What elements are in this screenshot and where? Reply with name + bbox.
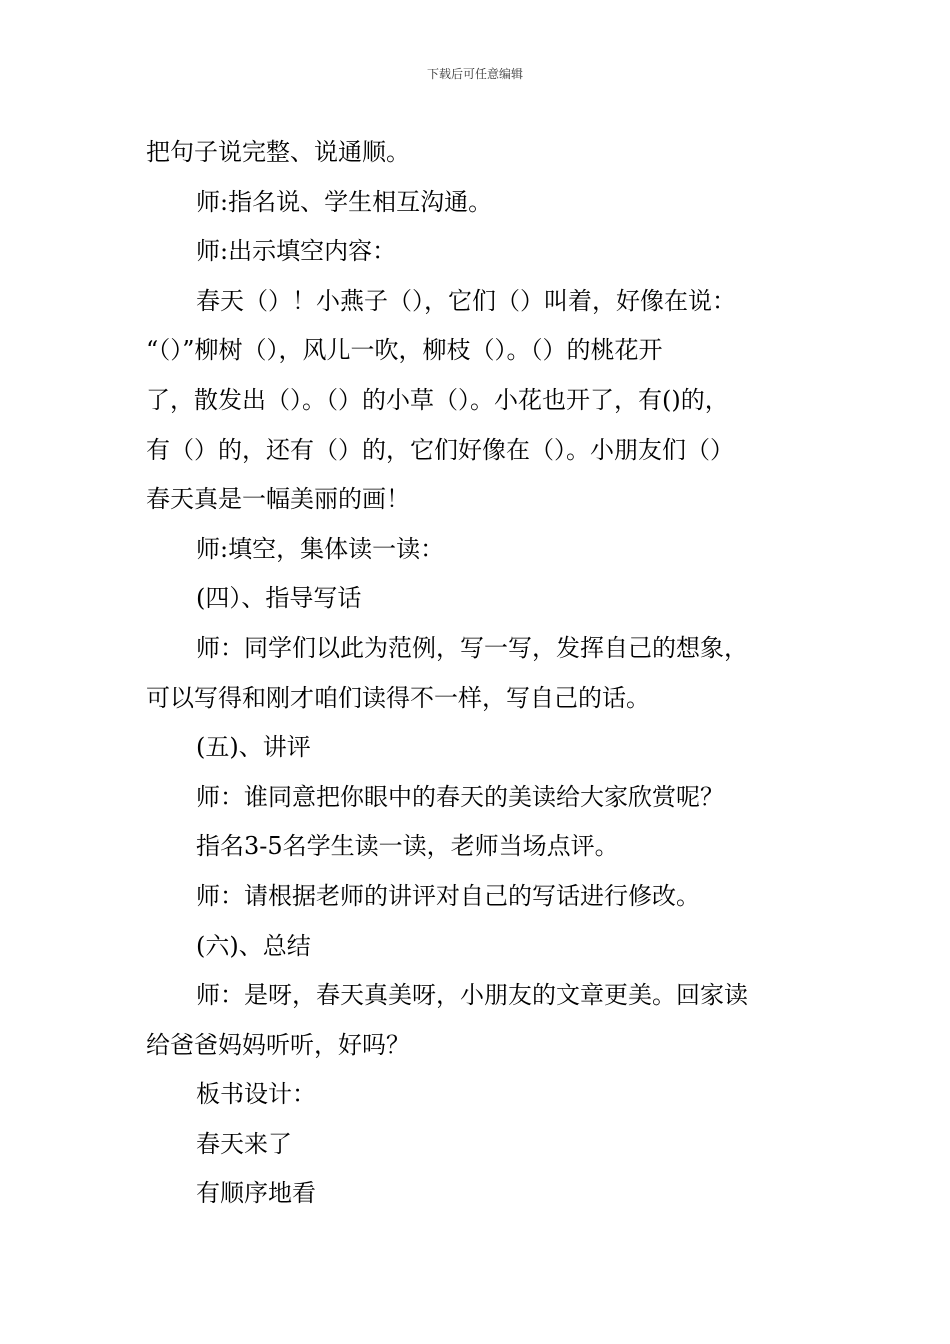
paragraph-line: 春天真是一幅美丽的画！ bbox=[146, 485, 410, 514]
paragraph-line: 有（）的，还有（）的，它们好像在（）。小朋友们（） bbox=[146, 435, 734, 464]
paragraph-line: 可以写得和刚才咱们读得不一样，写自己的话。 bbox=[146, 683, 650, 712]
paragraph-line: (四）、指导写话 bbox=[196, 584, 362, 613]
paragraph-line: (六)、总结 bbox=[196, 931, 311, 960]
paragraph-line: 给爸爸妈妈听听，好吗？ bbox=[146, 1030, 410, 1059]
paragraph-line: 了，散发出（）。（）的小草（）。小花也开了，有()的， bbox=[146, 385, 729, 414]
paragraph-line: (五)、讲评 bbox=[196, 733, 311, 762]
paragraph-line: 把句子说完整、说通顺。 bbox=[146, 138, 410, 166]
paragraph-line: 春天（）！小燕子（），它们（）叫着，好像在说： bbox=[196, 286, 736, 315]
paragraph-line: 指名3-5名学生读一读，老师当场点评。 bbox=[196, 832, 619, 861]
page-header: 下载后可任意编辑 bbox=[426, 67, 523, 81]
paragraph-line: 板书设计： bbox=[196, 1080, 316, 1109]
paragraph-line: 有顺序地看 bbox=[196, 1179, 316, 1208]
paragraph-line: 师：是呀，春天真美呀，小朋友的文章更美。回家读 bbox=[196, 981, 748, 1010]
paragraph-line: 师：谁同意把你眼中的春天的美读给大家欣赏呢？ bbox=[196, 782, 724, 811]
paragraph-line: 师:指名说、学生相互沟通。 bbox=[196, 187, 493, 216]
paragraph-line: 师：请根据老师的讲评对自己的写话进行修改。 bbox=[196, 881, 700, 910]
paragraph-line: 春天来了 bbox=[196, 1129, 292, 1158]
paragraph-line: 师：同学们以此为范例，写一写，发挥自己的想象， bbox=[196, 633, 748, 662]
paragraph-line: 师:出示填空内容： bbox=[196, 237, 397, 266]
document-body bbox=[146, 128, 816, 1219]
paragraph-line: 师:填空，集体读一读： bbox=[196, 534, 445, 563]
paragraph-line: “（）”柳树（），风儿一吹，柳枝（）。（）的桃花开 bbox=[146, 336, 663, 365]
